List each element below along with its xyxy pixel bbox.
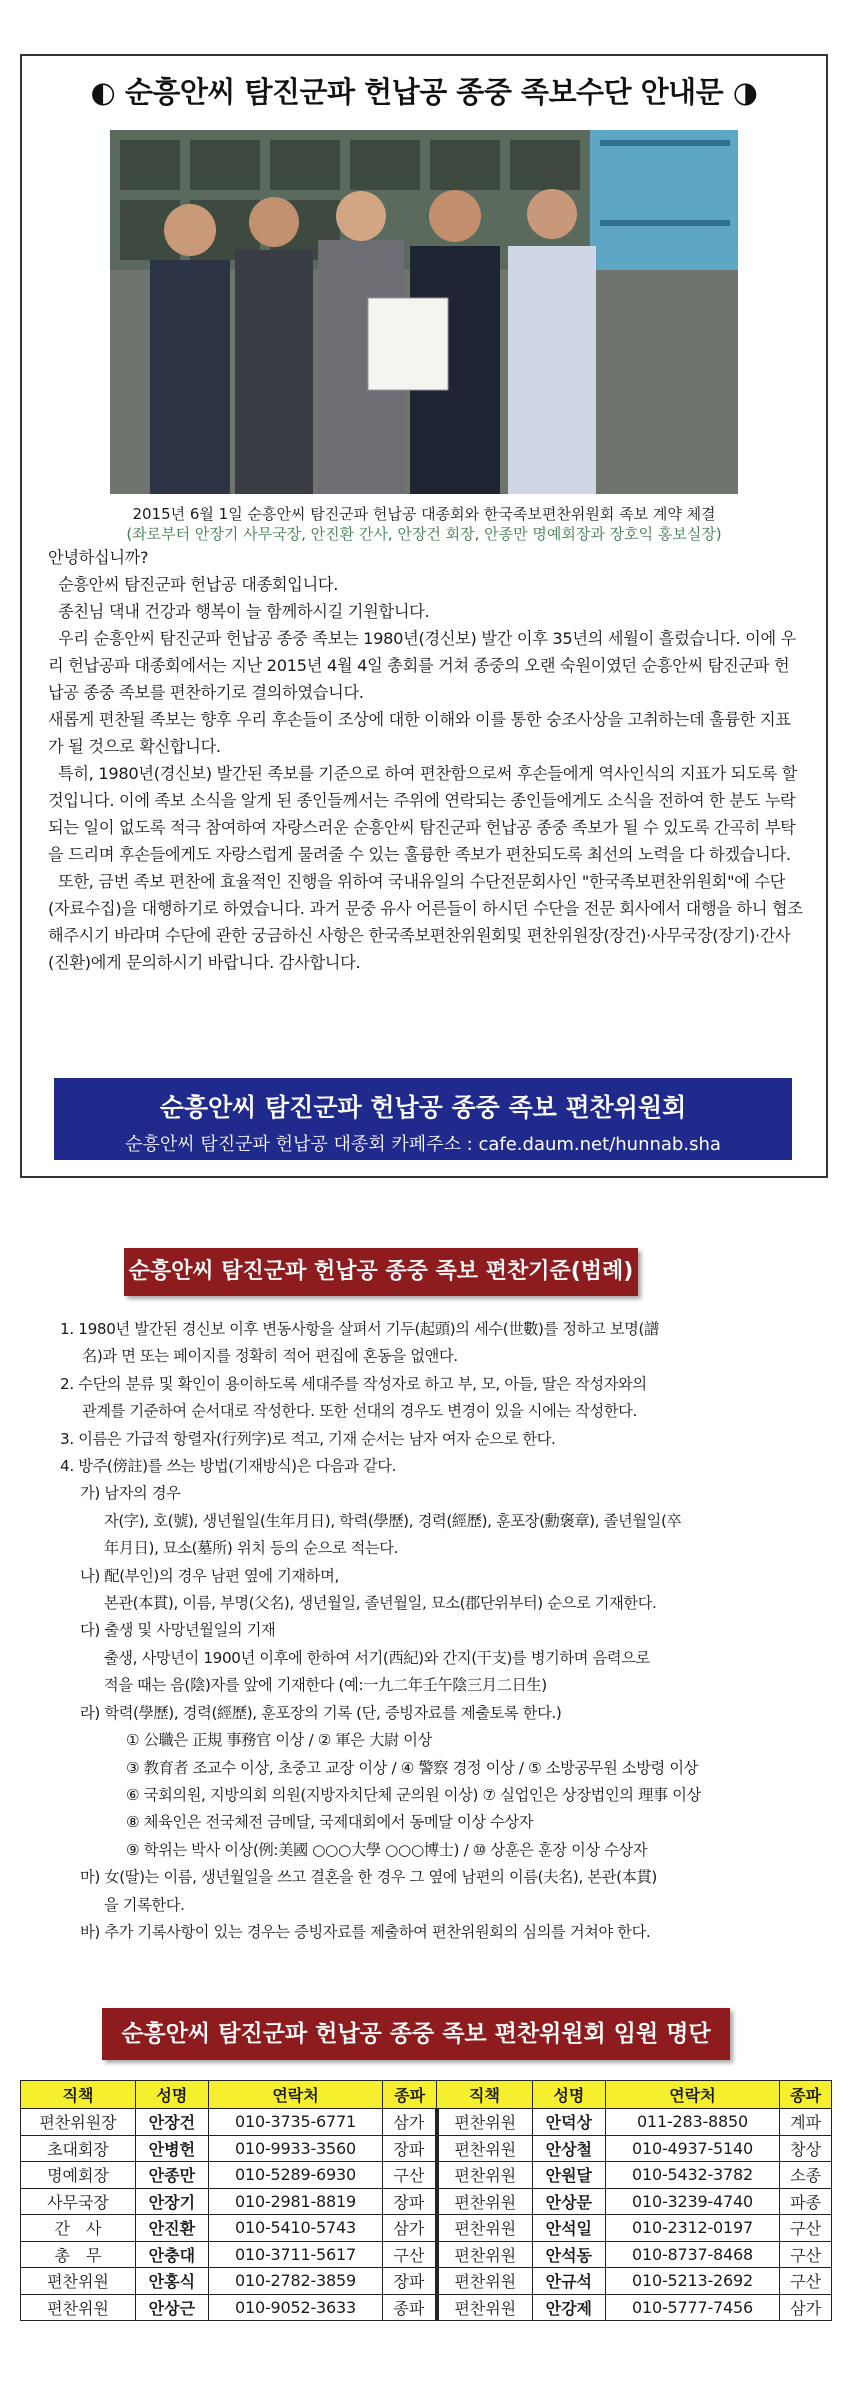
caption-line-2: (좌로부터 안장기 사무국장, 안진환 간사, 안장건 회장, 안종만 명예회장과 장호익 홍보실장) (126, 525, 722, 543)
roster-table (20, 2080, 832, 2321)
paragraph: 특히, 1980년(경신보) 발간된 족보를 기준으로 하여 편찬함으로써 후손들에게 역사인식의 지표가 되도록 할 것입니다. 이에 족보 소식을 알게 된 종인들께서는 주위에 연락되는 종인들에게도 소식을 전하여 한 분도 누락되는 일이 없도록 적극 참여하여 자랑스러운 순흥안씨 탐진군파 헌납공 종중 족보가 될 수 있도록 간곡히 부탁을 드리며 후손들에게도 자랑스럽게 물려줄 수 있는 훌륭한 족보가 편찬되도록 최선의 노력을 다 하겠습니다. (48, 764, 797, 864)
roster-cell: 안장기 (135, 2188, 208, 2215)
notice-body (48, 544, 804, 976)
roster-cell: 계파 (780, 2109, 832, 2136)
roster-row (21, 2241, 832, 2268)
roster-cell: 안덕상 (532, 2109, 605, 2136)
roster-header-cell: 성명 (532, 2081, 605, 2109)
roster-cell: 안종만 (135, 2162, 208, 2189)
roster-cell: 파종 (780, 2188, 832, 2215)
roster-cell: 창상 (780, 2135, 832, 2162)
rule-line: 2. 수단의 분류 및 확인이 용이하도록 세대주를 작성자로 하고 부, 모, 아들, 딸은 작성자와의 (60, 1374, 647, 1393)
roster-cell: 편찬위원 (437, 2294, 533, 2321)
roster-cell: 안규석 (532, 2268, 605, 2295)
roster-cell: 초대회장 (21, 2135, 136, 2162)
rule-line: 4. 방주(傍註)를 쓰는 방법(기재방식)은 다음과 같다. (60, 1457, 397, 1476)
roster-cell: 010-5213-2692 (605, 2268, 780, 2295)
roster-row (21, 2135, 832, 2162)
roster-cell: 사무국장 (21, 2188, 136, 2215)
rule-line: 출생, 사망년이 1900년 이후에 한하여 서기(西紀)와 간지(干支)를 병기하며 음력으로 (104, 1648, 650, 1667)
rule-line: 바) 추가 기록사항이 있는 경우는 증빙자료를 제출하여 편찬위원회의 심의를 거쳐야 한다. (80, 1922, 651, 1941)
roster-cell: 총 무 (21, 2241, 136, 2268)
roster-cell: 010-3239-4740 (605, 2188, 780, 2215)
paragraph: 순흥안씨 탐진군파 헌납공 대종회입니다. (58, 575, 339, 594)
roster-cell: 편찬위원 (437, 2135, 533, 2162)
committee-banner (54, 1078, 792, 1160)
roster-cell: 안진환 (135, 2215, 208, 2242)
photo-caption (22, 504, 826, 544)
roster-header-cell: 연락처 (605, 2081, 780, 2109)
rule-line: 본관(本貫), 이름, 부명(父名), 생년월일, 졸년월일, 묘소(郡단위부터) 순으로 기재한다. (104, 1594, 657, 1613)
rule-line: 관계를 기준하여 순서대로 작성한다. 또한 선대의 경우도 변경이 있을 시에는 작성한다. (82, 1402, 637, 1421)
roster-cell: 편찬위원 (21, 2294, 136, 2321)
rule-line: 나) 配(부인)의 경우 남편 옆에 기재하며, (80, 1566, 339, 1585)
roster-cell: 명예회장 (21, 2162, 136, 2189)
roster-cell: 010-5777-7456 (605, 2294, 780, 2321)
roster-cell: 삼가 (780, 2294, 832, 2321)
roster-header-cell: 직책 (21, 2081, 136, 2109)
rules-heading: 순흥안씨 탐진군파 헌납공 종중 족보 편찬기준(범례) (124, 1248, 638, 1296)
rule-line: 名)과 면 또는 페이지를 정확히 적어 편집에 혼동을 없앤다. (82, 1347, 458, 1366)
roster-cell: 010-3711-5617 (208, 2241, 383, 2268)
roster-cell: 010-5410-5743 (208, 2215, 383, 2242)
paragraph: 우리 순흥안씨 탐진군파 헌납공 종중 족보는 1980년(경신보) 발간 이후 35년의 세월이 흘렀습니다. 이에 우리 헌납공파 대종회에서는 지난 2015년 4월 4일 총회를 거쳐 종중의 오랜 숙원이였던 순흥안씨 탐진군파 헌납공 종중 족보를 편찬하기로 결의하였습니다. (48, 629, 797, 702)
rule-line: 을 기록한다. (104, 1895, 185, 1914)
rule-line: 라) 학력(學歷), 경력(經歷), 훈포장의 기록 (단, 증빙자료를 제출토록 한다.) (80, 1703, 562, 1722)
notice-title: ◐ 순흥안씨 탐진군파 헌납공 종중 족보수단 안내문 ◑ (90, 75, 758, 109)
roster-header-row (21, 2081, 832, 2109)
roster-cell: 편찬위원 (437, 2188, 533, 2215)
paragraph: 종친님 댁내 건강과 행복이 늘 함께하시길 기원합니다. (58, 602, 430, 621)
roster-header-cell: 종파 (780, 2081, 832, 2109)
roster-cell: 삼가 (383, 2109, 437, 2136)
roster-cell: 구산 (383, 2241, 437, 2268)
roster-cell: 안석일 (532, 2215, 605, 2242)
roster-cell: 010-2312-0197 (605, 2215, 780, 2242)
roster-cell: 구산 (780, 2241, 832, 2268)
roster-header-cell: 연락처 (208, 2081, 383, 2109)
roster-header-cell: 성명 (135, 2081, 208, 2109)
roster-cell: 010-9933-3560 (208, 2135, 383, 2162)
rule-line: ⑥ 국회의원, 지방의회 의원(지방자치단체 군의원 이상) ⑦ 실업인은 상장법인의 理事 이상 (126, 1785, 701, 1804)
rule-line: 적을 때는 음(陰)자를 앞에 기재한다 (예:一九二年壬午陰三月二日生) (104, 1676, 547, 1695)
roster-cell: 구산 (383, 2162, 437, 2189)
roster-cell: 종파 (383, 2294, 437, 2321)
cafe-address: 순흥안씨 탐진군파 헌납공 대종회 카페주소 : cafe.daum.net/hunnab.sha (125, 1134, 721, 1155)
roster-cell: 안상문 (532, 2188, 605, 2215)
roster-cell: 010-4937-5140 (605, 2135, 780, 2162)
roster-cell: 안장건 (135, 2109, 208, 2136)
roster-cell: 안상철 (532, 2135, 605, 2162)
roster-cell: 편찬위원 (437, 2268, 533, 2295)
roster-cell: 010-5432-3782 (605, 2162, 780, 2189)
roster-row (21, 2294, 832, 2321)
roster-cell: 010-5289-6930 (208, 2162, 383, 2189)
rule-line: 3. 이름은 가급적 항렬자(行列字)로 적고, 기재 순서는 남자 여자 순으로 한다. (60, 1429, 556, 1448)
banner-title: 순흥안씨 탐진군파 헌납공 종중 족보 편찬위원회 (159, 1093, 687, 1122)
roster-cell: 편찬위원 (437, 2162, 533, 2189)
roster-cell: 010-3735-6771 (208, 2109, 383, 2136)
roster-cell: 장파 (383, 2135, 437, 2162)
roster-cell: 안상근 (135, 2294, 208, 2321)
rule-line: 마) 女(딸)는 이름, 생년월일을 쓰고 결혼을 한 경우 그 옆에 남편의 이름(夫名), 본관(本貫) (80, 1868, 657, 1887)
roster-cell: 삼가 (383, 2215, 437, 2242)
roster-row (21, 2215, 832, 2242)
roster-cell: 장파 (383, 2188, 437, 2215)
rule-line: ⑧ 체육인은 전국체전 금메달, 국제대회에서 동메달 이상 수상자 (126, 1813, 534, 1832)
roster-cell: 편찬위원 (437, 2109, 533, 2136)
paragraph: 또한, 금번 족보 편찬에 효율적인 진행을 위하여 국내유일의 수단전문회사인 "한국족보편찬위원회"에 수단(자료수집)을 대행하기로 하였습니다. 과거 문중 유사 어른들이 하시던 수단을 전문 회사에서 대행을 하니 협조해주시기 바라며 수단에 관한 궁금하신 사항은 한국족보편찬위원회및 편찬위원장(장건)·사무국장(장기)·간사(진환)에게 문의하시기 바랍니다. 감사합니다. (48, 872, 803, 972)
roster-cell: 안원달 (532, 2162, 605, 2189)
roster-cell: 안강제 (532, 2294, 605, 2321)
roster-cell: 010-8737-8468 (605, 2241, 780, 2268)
roster-cell: 편찬위원장 (21, 2109, 136, 2136)
paragraph: 안녕하십니까? (48, 548, 149, 567)
roster-row (21, 2268, 832, 2295)
caption-line-1: 2015년 6월 1일 순흥안씨 탐진군파 헌납공 대종회와 한국족보편찬위원회 족보 계약 체결 (132, 505, 716, 523)
roster-row (21, 2109, 832, 2136)
rule-line: 자(字), 호(號), 생년월일(生年月日), 학력(學歷), 경력(經歷), 훈포장(勳褒章), 졸년월일(卒 (104, 1511, 682, 1530)
roster-cell: 010-2981-8819 (208, 2188, 383, 2215)
roster-cell: 구산 (780, 2268, 832, 2295)
roster-cell: 011-283-8850 (605, 2109, 780, 2136)
rule-line: 가) 남자의 경우 (80, 1484, 181, 1503)
roster-heading: 순흥안씨 탐진군파 헌납공 종중 족보 편찬위원회 임원 명단 (102, 2008, 730, 2060)
roster-cell: 구산 (780, 2215, 832, 2242)
roster-cell: 편찬위원 (437, 2215, 533, 2242)
roster-cell: 편찬위원 (21, 2268, 136, 2295)
roster-row (21, 2162, 832, 2189)
roster-cell: 장파 (383, 2268, 437, 2295)
roster-cell: 편찬위원 (437, 2241, 533, 2268)
rule-line: 다) 출생 및 사망년월일의 기재 (80, 1621, 276, 1640)
roster-cell: 안병헌 (135, 2135, 208, 2162)
roster-header-cell: 종파 (383, 2081, 437, 2109)
roster-cell: 간 사 (21, 2215, 136, 2242)
roster-cell: 010-2782-3859 (208, 2268, 383, 2295)
roster-cell: 안석동 (532, 2241, 605, 2268)
rule-line: 年月日), 묘소(墓所) 위치 등의 순으로 적는다. (104, 1539, 399, 1558)
rule-line: ① 公職은 正規 事務官 이상 / ② 軍은 大尉 이상 (126, 1731, 432, 1750)
roster-row (21, 2188, 832, 2215)
roster-cell: 안홍식 (135, 2268, 208, 2295)
rules-list (60, 1316, 810, 1946)
paragraph: 새롭게 편찬될 족보는 향후 우리 후손들이 조상에 대한 이해와 이를 통한 숭조사상을 고취하는데 훌륭한 지표가 될 것으로 확신합니다. (48, 710, 791, 756)
roster-cell: 010-9052-3633 (208, 2294, 383, 2321)
roster-cell: 소종 (780, 2162, 832, 2189)
rule-line: ③ 教育者 조교수 이상, 초중고 교장 이상 / ④ 警察 경정 이상 / ⑤ 소방공무원 소방령 이상 (126, 1758, 698, 1777)
rule-line: ⑨ 학위는 박사 이상(例:美國 ○○○大學 ○○○博士) / ⑩ 상훈은 훈장 이상 수상자 (126, 1840, 648, 1859)
rule-line: 1. 1980년 발간된 경신보 이후 변동사항을 살펴서 기두(起頭)의 세수(世數)를 정하고 보명(譜 (60, 1320, 659, 1338)
group-photo (110, 130, 738, 494)
roster-cell: 안충대 (135, 2241, 208, 2268)
roster-header-cell: 직책 (437, 2081, 533, 2109)
notice-box (20, 54, 828, 1178)
